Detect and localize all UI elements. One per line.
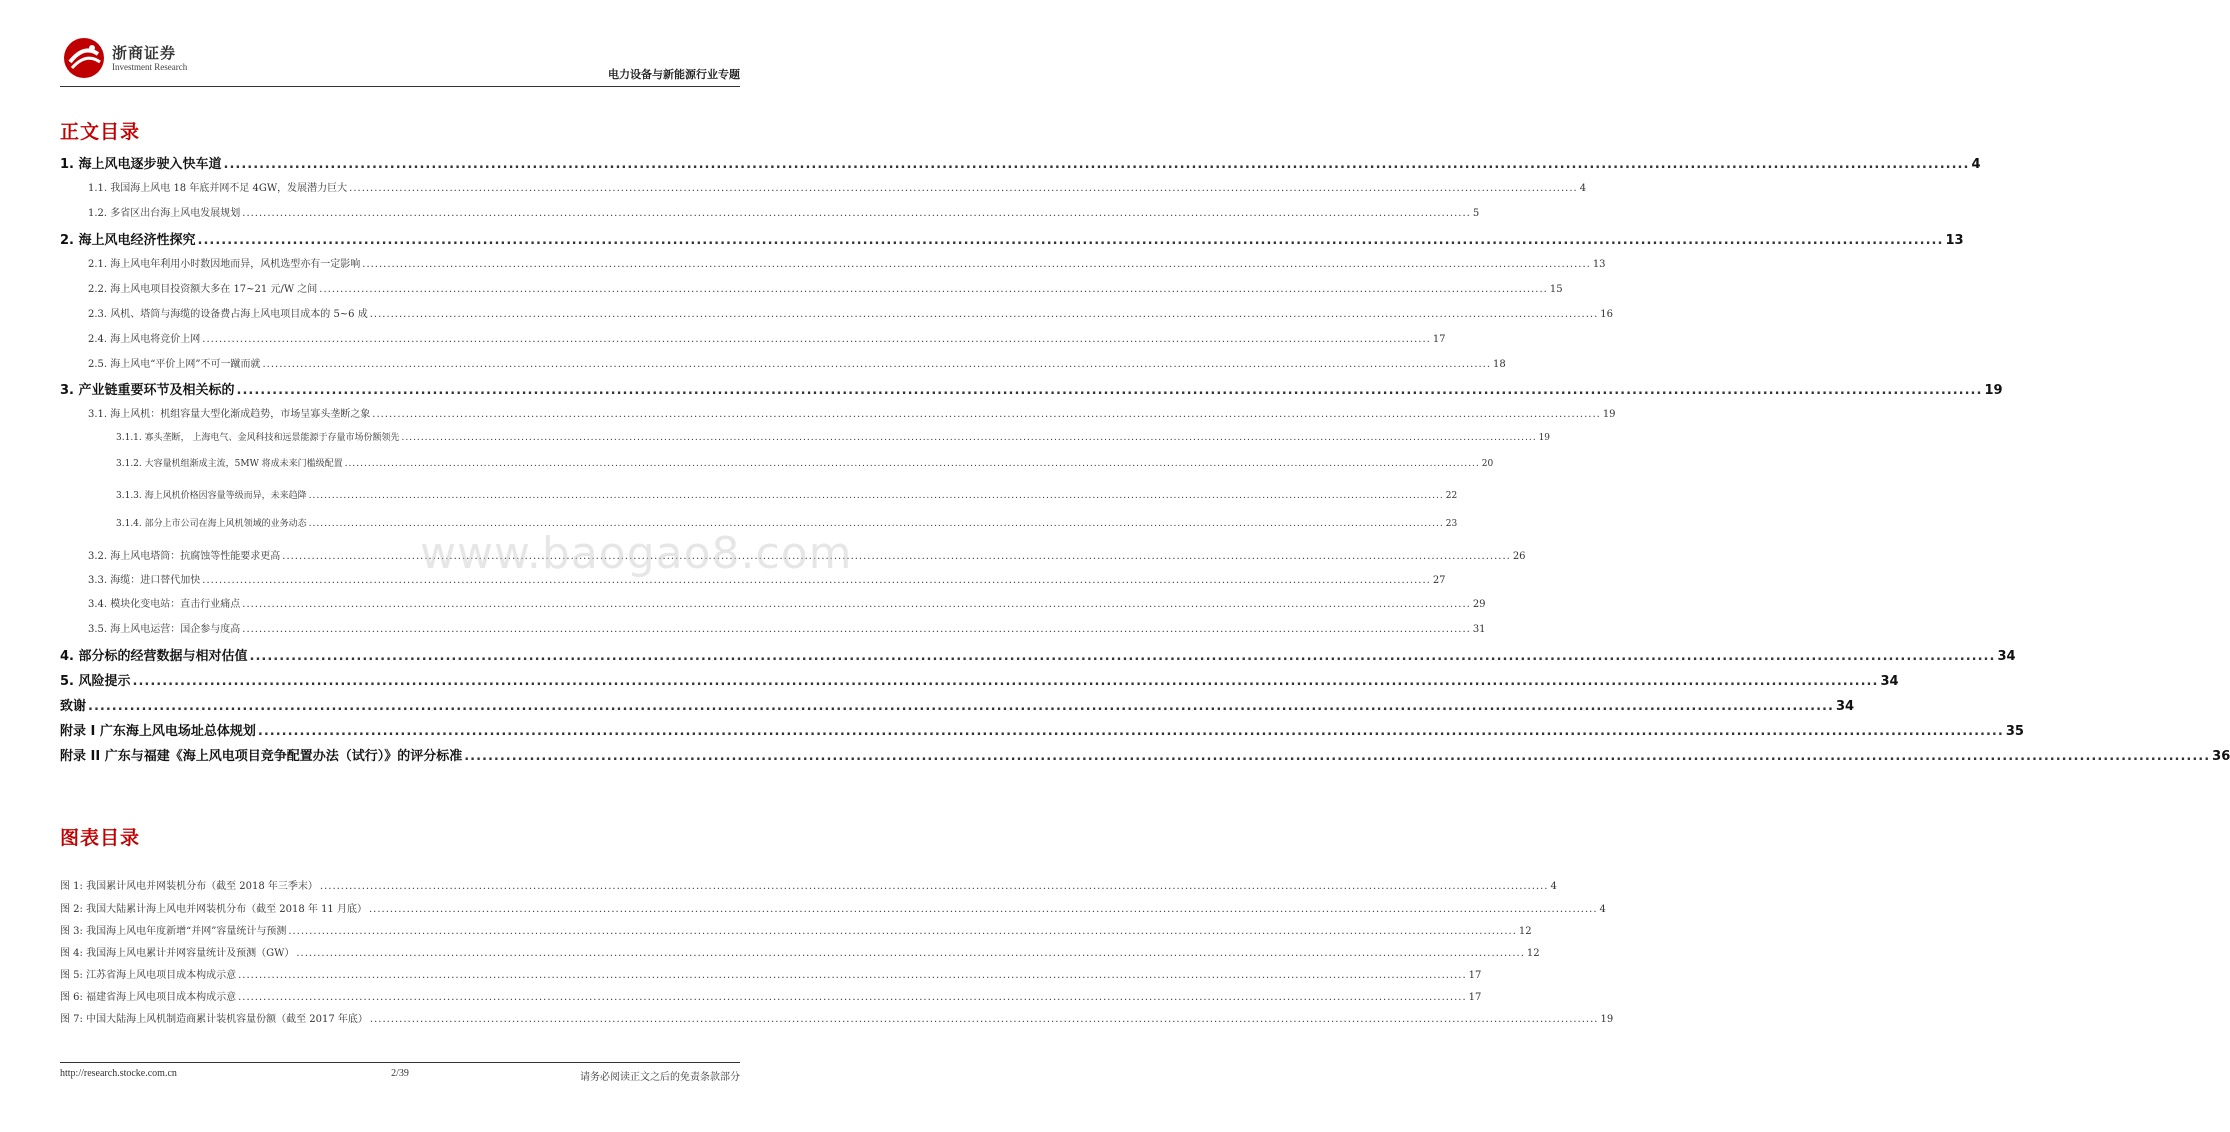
entry-title: 图 1: 我国累计风电并网装机分布（截至 2018 年三季末） bbox=[60, 881, 318, 892]
entry-title: 1.1. 我国海上风电 18 年底并网不足 4GW，发展潜力巨大 bbox=[88, 183, 348, 194]
footer-divider bbox=[60, 1062, 740, 1063]
entry-page: 23 bbox=[1445, 519, 1458, 529]
watermark: www.baogao8.com bbox=[420, 528, 853, 579]
entry-page: 15 bbox=[1549, 284, 1563, 295]
entry-title: 3.1.2. 大容量机组渐成主流，5MW 将成未来门槛级配置 bbox=[116, 459, 343, 469]
leader-dots bbox=[133, 674, 1879, 689]
entry-title: 3.5. 海上风电运营：国企参与度高 bbox=[88, 624, 241, 635]
entry-title: 3.3. 海缆：进口替代加快 bbox=[88, 575, 201, 586]
entry-title: 图 5: 江苏省海上风电项目成本构成示意 bbox=[60, 970, 237, 981]
company-name-cn: 浙商证券 bbox=[112, 44, 177, 62]
entry-page: 4 bbox=[1599, 904, 1606, 915]
page-number: 2/39 bbox=[391, 1068, 409, 1079]
toc-entry[interactable] bbox=[88, 620, 1486, 635]
entry-title: 2. 海上风电经济性探究 bbox=[60, 233, 196, 248]
toc-entry[interactable] bbox=[88, 595, 1486, 610]
leader-dots bbox=[263, 359, 1492, 370]
entry-page: 29 bbox=[1472, 599, 1486, 610]
figure-toc-title: 图表目录 bbox=[60, 827, 141, 849]
figure-entry[interactable] bbox=[60, 900, 1606, 915]
entry-page: 20 bbox=[1481, 459, 1494, 469]
entry-page: 22 bbox=[1445, 491, 1458, 501]
entry-title: 3.1. 海上风机：机组容量大型化渐成趋势，市场呈寡头垄断之象 bbox=[88, 409, 371, 420]
figure-entry[interactable] bbox=[60, 988, 1482, 1003]
toc-entry[interactable] bbox=[60, 745, 2230, 764]
entry-title: 3. 产业链重要环节及相关标的 bbox=[60, 383, 235, 398]
company-name-en: Investment Research bbox=[112, 62, 188, 72]
entry-title: 1.2. 多省区出台海上风电发展规划 bbox=[88, 208, 241, 219]
header-divider bbox=[60, 86, 740, 87]
toc-entry[interactable] bbox=[88, 305, 1614, 320]
entry-title: 附录 II 广东与福建《海上风电项目竞争配置办法（试行）》的评分标准 bbox=[60, 749, 463, 764]
entry-title: 致谢 bbox=[60, 699, 87, 714]
entry-page: 31 bbox=[1472, 624, 1486, 635]
entry-title: 3.1.3. 海上风机价格因容量等级而异，未来趋降 bbox=[116, 491, 307, 501]
entry-page: 13 bbox=[1592, 259, 1606, 270]
entry-page: 12 bbox=[1526, 948, 1540, 959]
leader-dots bbox=[319, 284, 1548, 295]
entry-title: 图 4: 我国海上风电累计并网容量统计及预测（GW） bbox=[60, 948, 295, 959]
leader-dots bbox=[258, 724, 2004, 739]
toc-entry[interactable] bbox=[88, 280, 1563, 295]
figure-entry[interactable] bbox=[60, 966, 1482, 981]
toc-entry[interactable] bbox=[60, 695, 1855, 714]
figure-entry[interactable] bbox=[60, 922, 1532, 937]
entry-page: 13 bbox=[1945, 233, 1964, 248]
leader-dots bbox=[370, 309, 1599, 320]
entry-title: 2.5. 海上风电“平价上网”不可一蹴而就 bbox=[88, 359, 261, 370]
entry-title: 3.1.1. 寡头垄断， 上海电气、金风科技和远景能源于存量市场份额领先 bbox=[116, 433, 400, 443]
entry-page: 36 bbox=[2212, 749, 2230, 764]
entry-title: 图 7: 中国大陆海上风机制造商累计装机容量份额（截至 2017 年底） bbox=[60, 1014, 368, 1025]
entry-title: 附录 I 广东海上风电场址总体规划 bbox=[60, 724, 256, 739]
entry-title: 3.2. 海上风电塔筒：抗腐蚀等性能要求更高 bbox=[88, 551, 281, 562]
leader-dots bbox=[288, 926, 1517, 937]
leader-dots bbox=[242, 599, 1471, 610]
entry-title: 图 6: 福建省海上风电项目成本构成示意 bbox=[60, 992, 237, 1003]
leader-dots bbox=[370, 1014, 1599, 1025]
entry-page: 19 bbox=[1600, 1014, 1614, 1025]
entry-page: 34 bbox=[1997, 649, 2016, 664]
entry-page: 27 bbox=[1432, 575, 1446, 586]
entry-page: 12 bbox=[1518, 926, 1532, 937]
leader-dots bbox=[202, 334, 1431, 345]
entry-page: 16 bbox=[1600, 309, 1614, 320]
entry-page: 17 bbox=[1432, 334, 1446, 345]
entry-page: 19 bbox=[1984, 383, 2003, 398]
leader-dots bbox=[250, 649, 1996, 664]
leader-dots bbox=[464, 749, 2210, 764]
toc-entry[interactable] bbox=[88, 330, 1446, 345]
leader-dots bbox=[309, 491, 1444, 501]
entry-page: 4 bbox=[1579, 183, 1587, 194]
toc-entry[interactable] bbox=[60, 379, 2003, 398]
leader-dots bbox=[362, 259, 1591, 270]
entry-page: 5 bbox=[1472, 208, 1480, 219]
toc-entry[interactable] bbox=[60, 645, 2016, 664]
leader-dots bbox=[242, 624, 1471, 635]
figure-entry[interactable] bbox=[60, 944, 1540, 959]
entry-page: 4 bbox=[1971, 157, 1981, 172]
leader-dots bbox=[88, 699, 1834, 714]
leader-dots bbox=[345, 459, 1480, 469]
company-logo-icon bbox=[62, 36, 106, 80]
leader-dots bbox=[238, 970, 1467, 981]
entry-title: 图 3: 我国海上风电年度新增“并网”容量统计与预测 bbox=[60, 926, 287, 937]
leader-dots bbox=[372, 409, 1601, 420]
figure-entry[interactable] bbox=[60, 877, 1557, 892]
footer-disclaimer: 请务必阅读正文之后的免责条款部分 bbox=[580, 1072, 740, 1083]
entry-page: 26 bbox=[1512, 551, 1526, 562]
report-type: 电力设备与新能源行业专题 bbox=[608, 68, 740, 81]
toc-entry[interactable] bbox=[116, 430, 1551, 443]
body-toc-title: 正文目录 bbox=[60, 121, 141, 143]
toc-entry[interactable] bbox=[116, 456, 1494, 469]
leader-dots bbox=[349, 183, 1578, 194]
leader-dots bbox=[320, 881, 1549, 892]
leader-dots bbox=[401, 433, 1536, 443]
toc-entry[interactable] bbox=[60, 720, 2024, 739]
entry-page: 17 bbox=[1468, 970, 1482, 981]
entry-title: 2.4. 海上风电将竞价上网 bbox=[88, 334, 201, 345]
figure-entry[interactable] bbox=[60, 1010, 1614, 1025]
toc-entry[interactable] bbox=[88, 405, 1616, 420]
leader-dots bbox=[296, 948, 1525, 959]
entry-title: 图 2: 我国大陆累计海上风电并网装机分布（截至 2018 年 11 月底） bbox=[60, 904, 367, 915]
toc-entry[interactable] bbox=[60, 670, 1899, 689]
entry-title: 3.1.4. 部分上市公司在海上风机领域的业务动态 bbox=[116, 519, 307, 529]
entry-title: 5. 风险提示 bbox=[60, 674, 131, 689]
entry-title: 1. 海上风电逐步驶入快车道 bbox=[60, 157, 222, 172]
leader-dots bbox=[238, 992, 1467, 1003]
entry-title: 2.1. 海上风电年利用小时数因地而异，风机选型亦有一定影响 bbox=[88, 259, 361, 270]
leader-dots bbox=[224, 157, 1970, 172]
entry-page: 19 bbox=[1538, 433, 1551, 443]
toc-entry[interactable] bbox=[60, 229, 1964, 248]
toc-entry[interactable] bbox=[60, 153, 1981, 172]
leader-dots bbox=[237, 383, 1983, 398]
entry-page: 34 bbox=[1880, 674, 1899, 689]
entry-page: 34 bbox=[1835, 699, 1855, 714]
entry-page: 19 bbox=[1602, 409, 1616, 420]
leader-dots bbox=[369, 904, 1598, 915]
page-header bbox=[60, 36, 740, 88]
toc-entry[interactable] bbox=[88, 355, 1506, 370]
toc-entry[interactable] bbox=[116, 488, 1458, 501]
entry-page: 18 bbox=[1493, 359, 1506, 370]
entry-title: 2.3. 风机、塔筒与海缆的设备费占海上风电项目成本的 5~6 成 bbox=[88, 309, 368, 320]
entry-title: 4. 部分标的经营数据与相对估值 bbox=[60, 649, 248, 664]
leader-dots bbox=[242, 208, 1471, 219]
entry-title: 2.2. 海上风电项目投资额大多在 17~21 元/W 之间 bbox=[88, 284, 318, 295]
entry-title: 3.4. 模块化变电站：直击行业痛点 bbox=[88, 599, 241, 610]
entry-page: 4 bbox=[1550, 881, 1557, 892]
entry-page: 17 bbox=[1468, 992, 1482, 1003]
toc-entry[interactable] bbox=[88, 204, 1480, 219]
footer-url[interactable]: http://research.stocke.com.cn bbox=[60, 1068, 177, 1079]
entry-page: 35 bbox=[2005, 724, 2024, 739]
leader-dots bbox=[198, 233, 1944, 248]
toc-entry[interactable] bbox=[88, 255, 1606, 270]
toc-entry[interactable] bbox=[88, 179, 1587, 194]
